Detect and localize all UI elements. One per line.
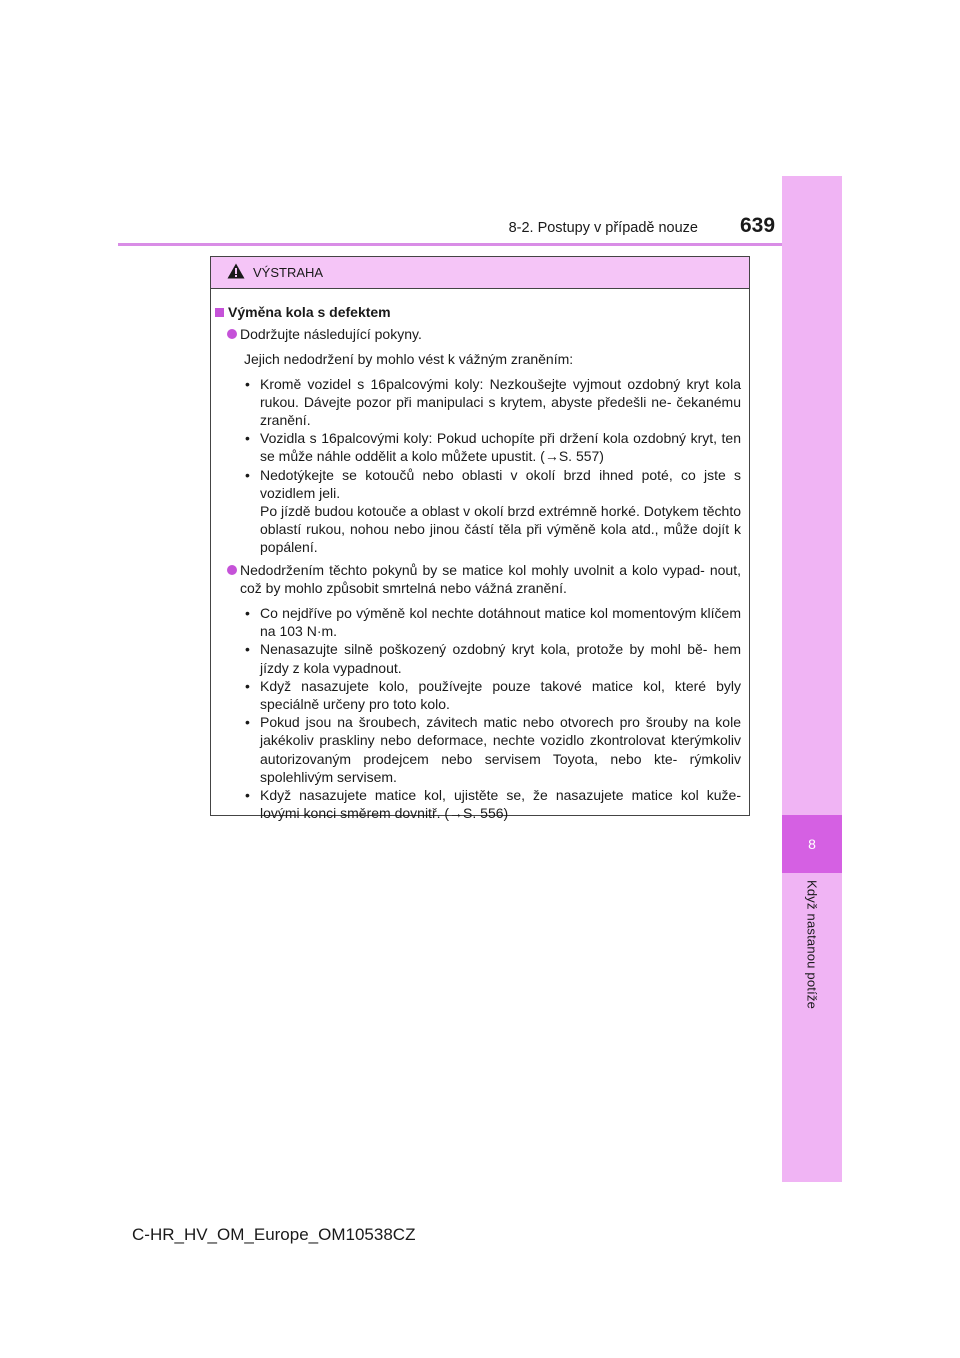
warning-bullet-list [215,604,741,822]
chapter-number: 8 [782,815,842,873]
list-item: • Vozidla s 16palcovými koly: Pokud uchopíte při držení kola ozdobný kryt, ten se může náhle oddělit a kolo můžete upustit. (→S. 557) [244,429,741,465]
list-item: • Když nasazujete matice kol, ujistěte se, že nasazujete matice kol kuže- lovými konci směrem dovnitř. (→S. 556) [244,786,741,822]
warning-box [210,256,750,822]
section-heading: 8-2. Postupy v případě nouze [508,220,698,236]
warning-title: VÝSTRAHA [253,265,324,280]
square-bullet-icon [215,308,224,317]
list-item: • Co nejdříve po výměně kol nechte dotáhnout matice kol momentovým klíčem na 103 N·m. [244,604,741,640]
list-item: • Nedotýkejte se kotoučů nebo oblasti v okolí brzd ihned poté, co jste s vozidlem jeli. [244,466,741,502]
list-item: • Kromě vozidel s 16palcovými koly: Nezkoušejte vyjmout ozdobný kryt kola rukou. Dávejte pozor při manipulaci s krytem, abyste předešli ne- čekanému zranění. [244,375,741,430]
warning-body [211,289,749,822]
chapter-side-tab [782,176,842,1182]
warning-bullet-list [215,375,741,502]
document-code: C-HR_HV_OM_Europe_OM10538CZ [132,1225,416,1244]
list-item: • Když nasazujete kolo, používejte pouze takové matice kol, které byly speciálně určeny pro toto kolo. [244,677,741,713]
list-item: • Pokud jsou na šroubech, závitech matic nebo otvorech pro šrouby na kole jakékoliv praskliny nebo deformace, nechte vozidlo zkontrolovat kterýmkoliv autorizovaným prodejcem nebo servisem Toyota, nebo kte- rýmkoliv spolehlivým servisem. [244,713,741,786]
circle-bullet-icon [227,329,237,339]
warning-item: Nedodržením těchto pokynů by se matice kol mohly uvolnit a kolo vypad- nout, což by mohlo způsobit smrtelná nebo vážná zranění. [215,561,741,597]
warning-item: Dodržujte následující pokyny. [215,325,741,343]
chapter-title: Když nastanou potíže [804,880,820,1010]
circle-bullet-icon [227,565,237,575]
list-item-continuation: Po jízdě budou kotouče a oblast v okolí brzd extrémně horké. Dotykem těchto oblastí rukou, nohou nebo jinou částí těla při výměně kola atd., může dojít k popálení. [260,503,741,556]
header-rule [118,243,782,246]
warning-header [211,257,749,289]
list-item: • Nenasazujte silně poškozený ozdobný kryt kola, protože by mohl bě- hem jízdy z kola vypadnout. [244,640,741,676]
warning-triangle-icon [227,263,245,282]
page-number: 639 [740,214,776,237]
warning-section-title: Výměna kola s defektem [215,303,741,321]
warning-subtext: Jejich nedodržení by mohlo vést k vážným zraněním: [244,351,574,368]
